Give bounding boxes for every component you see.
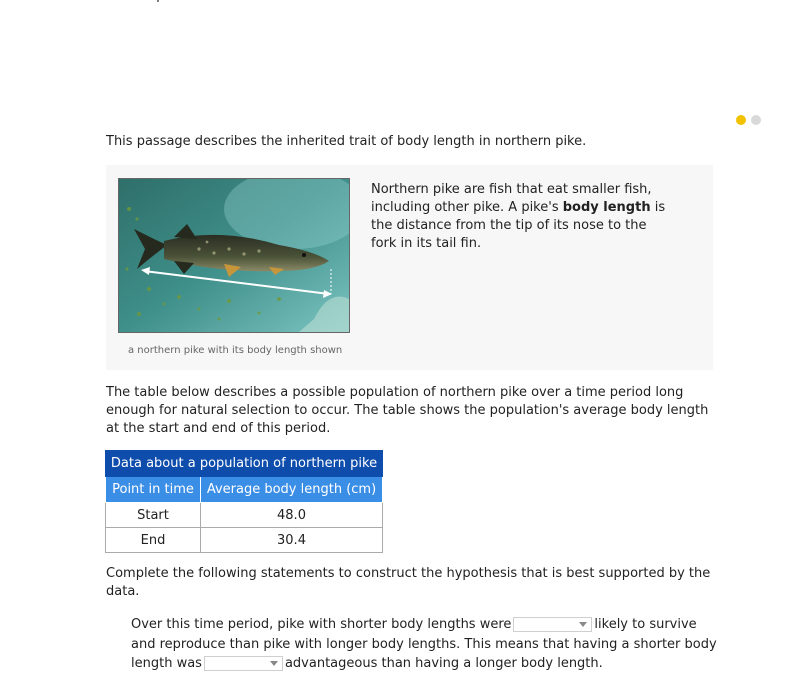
- table-cell: Start: [106, 503, 201, 528]
- likelihood-dropdown[interactable]: [513, 617, 592, 632]
- table-intro-text: The table below describes a possible population of northern pike over a time period long enough for natural selection to occur. The table shows the population's average body length at the start and end of this period.: [106, 385, 709, 436]
- table-title: Data about a population of northern pike: [106, 451, 383, 477]
- table-header-average-length: Average body length (cm): [201, 477, 383, 503]
- table-cell: 48.0: [201, 503, 383, 528]
- progress-dot-inactive: [751, 115, 761, 125]
- table-cell: End: [106, 528, 201, 553]
- intro-text: This passage describes the inherited trait of body length in northern pike.: [106, 134, 587, 149]
- passage-text-before: Northern pike are fish that eat smaller fish, including other pike. A pike's: [371, 182, 652, 215]
- table-header-row: [106, 477, 383, 503]
- passage-box: [106, 165, 713, 370]
- table-header-point-in-time: Point in time: [106, 477, 201, 503]
- chevron-down-icon: [270, 661, 278, 666]
- progress-dot-active: [736, 115, 746, 125]
- table-title-row: [106, 451, 383, 477]
- progress-indicator: [736, 115, 761, 125]
- passage-text-after: is the distance from the tip of its nose to the fork in its tail fin.: [371, 200, 666, 251]
- northern-pike-image: [118, 178, 350, 333]
- table-row: [106, 528, 383, 553]
- top-marker-dot: [157, 0, 159, 2]
- table-row: [106, 503, 383, 528]
- statement-part3: advantageous than having a longer body length.: [284, 656, 603, 671]
- table-cell: 30.4: [201, 528, 383, 553]
- question-intro: Complete the following statements to construct the hypothesis that is best supported by the data.: [106, 566, 711, 599]
- advantage-dropdown[interactable]: [204, 656, 283, 671]
- statement-part2: likely to survive and reproduce than pike with longer body lengths. This means that having a shorter body length was: [131, 617, 717, 671]
- chevron-down-icon: [579, 622, 587, 627]
- passage-bold-term: body length: [562, 200, 651, 215]
- data-table: [105, 450, 383, 553]
- passage-text: [371, 181, 671, 253]
- image-caption: a northern pike with its body length shown: [128, 345, 343, 356]
- statement-part1: Over this time period, pike with shorter body lengths were: [131, 617, 512, 632]
- hypothesis-statement: [131, 615, 721, 674]
